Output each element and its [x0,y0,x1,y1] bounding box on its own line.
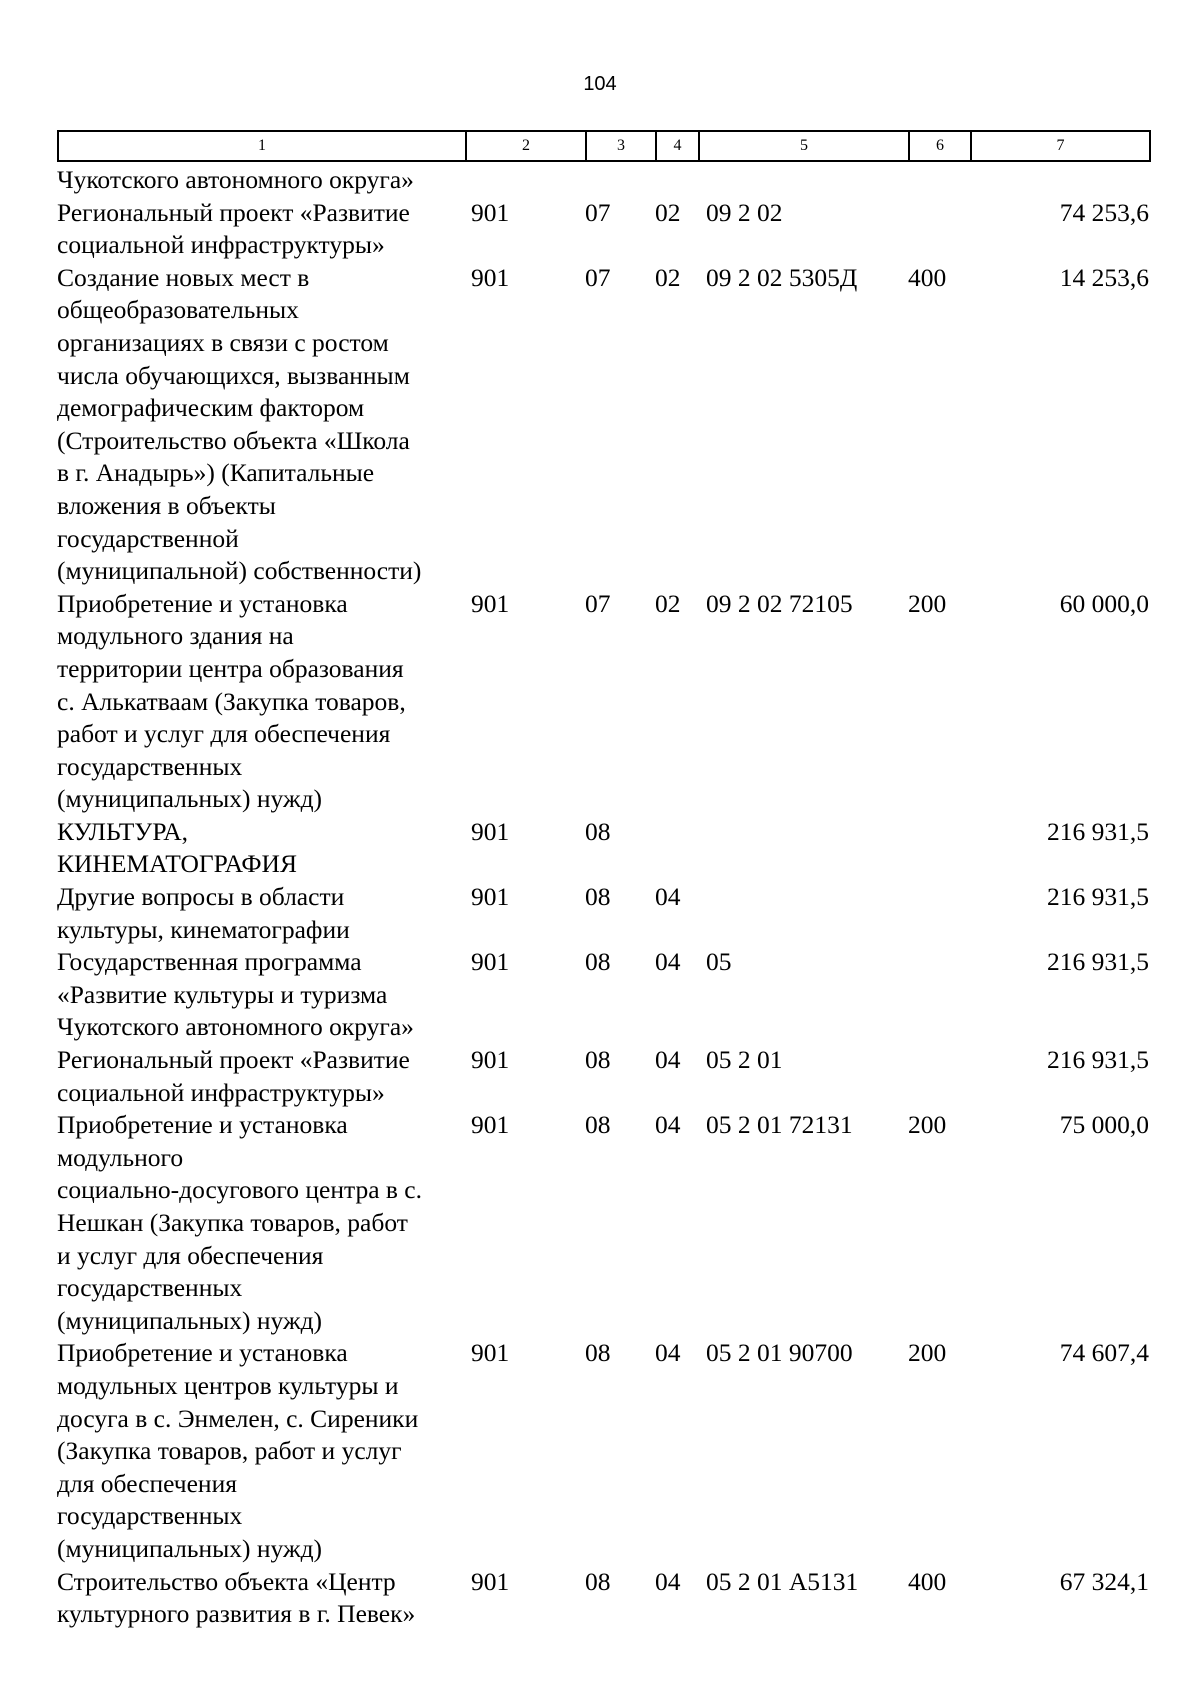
header-col-7: 7 [971,131,1150,161]
column-number-header [57,130,1151,162]
row-subsection: 02 [655,262,681,292]
row-section: 08 [585,816,611,846]
table-row [57,1337,1149,1565]
row-name: Чукотского автономного округа» [57,165,414,194]
row-expense-type: 400 [908,1566,947,1596]
row-name: Приобретение и установка модульных центров культуры и досуга в с. Энмелен, с. Сиреники (Закупка товаров, работ и услуг для обеспечения государственных (муниципальных) нужд) [57,1338,419,1563]
row-amount: 67 324,1 [1059,1566,1149,1596]
row-subsection: 04 [655,947,681,977]
row-subsection [655,164,698,197]
row-name: Государственная программа «Развитие культуры и туризма Чукотского автономного округа» [57,947,414,1042]
row-amount: 60 000,0 [1059,588,1149,618]
table-row [57,816,1149,881]
row-subsection: 04 [655,1566,681,1596]
row-section: 07 [585,197,611,227]
table-row [57,881,1149,946]
header-col-6: 6 [909,131,971,161]
row-ministry-code: 901 [471,1338,510,1368]
row-expense-type: 200 [908,1338,947,1368]
row-name: Другие вопросы в области культуры, кинематографии [57,882,350,944]
row-amount: 75 000,0 [1059,1110,1149,1140]
row-ministry-code: 901 [471,197,510,227]
row-section: 08 [585,882,611,912]
row-section: 08 [585,1338,611,1368]
row-target-article: 05 2 01 А5131 [706,1566,859,1596]
header-col-3: 3 [586,131,656,161]
row-expense-type: 400 [908,262,947,292]
row-amount: 216 931,5 [1047,882,1149,912]
row-target-article: 09 2 02 5305Д [706,262,858,292]
row-section: 07 [585,588,611,618]
row-ministry-code: 901 [471,816,510,846]
header-col-4: 4 [656,131,699,161]
row-subsection: 04 [655,1045,681,1075]
page-number: 104 [583,73,617,95]
row-ministry-code: 901 [471,882,510,912]
row-amount: 216 931,5 [1047,816,1149,846]
row-name: Создание новых мест в общеобразовательных организациях в связи с ростом числа обучающихся, вызванным демографическим фактором (Строительство объекта «Школа в г. Анадырь») (Капитальные вложения в объекты государственной (муниципальной) собственности) [57,262,422,586]
row-subsection: 02 [655,197,681,227]
row-ministry-code: 901 [471,1566,510,1596]
row-expense-type [908,881,970,946]
table-row [57,164,1149,197]
row-ministry-code: 901 [471,588,510,618]
row-amount: 216 931,5 [1047,947,1149,977]
row-ministry-code [465,164,585,197]
row-target-article: 05 2 01 72131 [706,1110,853,1140]
row-target-article: 05 2 01 [706,1045,783,1075]
row-name: Приобретение и установка модульного социально-досугового центра в с. Нешкан (Закупка товаров, работ и услуг для обеспечения государственных (муниципальных) нужд) [57,1110,422,1335]
row-amount: 14 253,6 [1059,262,1149,292]
header-row [58,131,1150,161]
row-expense-type [908,197,970,262]
table-row [57,946,1149,1044]
table-row [57,1566,1149,1631]
row-ministry-code: 901 [471,1045,510,1075]
table-row [57,1109,1149,1337]
row-ministry-code: 901 [471,947,510,977]
row-expense-type [908,1044,970,1109]
row-target-article [698,816,908,881]
row-subsection [655,816,698,881]
row-expense-type [908,164,970,197]
row-subsection: 04 [655,882,681,912]
row-name: Приобретение и установка модульного здания на территории центра образования с. Алькатваам (Закупка товаров, работ и услуг для обеспечения государственных (муниципальных) нужд) [57,588,406,814]
row-subsection: 02 [655,588,681,618]
row-subsection: 04 [655,1338,681,1368]
row-ministry-code: 901 [471,262,510,292]
row-amount: 216 931,5 [1047,1045,1149,1075]
header-col-1: 1 [58,131,466,161]
row-section: 08 [585,1110,611,1140]
row-section: 08 [585,1566,611,1596]
row-ministry-code: 901 [471,1110,510,1140]
row-subsection: 04 [655,1110,681,1140]
header-col-2: 2 [466,131,586,161]
header-col-5: 5 [699,131,909,161]
row-expense-type [908,946,970,1044]
row-amount: 74 253,6 [1059,197,1149,227]
table-row [57,1044,1149,1109]
row-name: Региональный проект «Развитие социальной инфраструктуры» [57,1045,410,1107]
row-name: Строительство объекта «Центр культурного развития в г. Певек» [57,1566,416,1629]
table-row [57,197,1149,262]
row-target-article [698,164,908,197]
table-row [57,262,1149,588]
row-target-article: 09 2 02 [706,197,783,227]
budget-table-body [57,164,1149,1631]
row-section [585,164,655,197]
row-amount: 74 607,4 [1059,1338,1149,1368]
row-target-article: 09 2 02 72105 [706,588,853,618]
row-target-article [698,881,908,946]
row-expense-type: 200 [908,588,947,618]
row-name: КУЛЬТУРА, КИНЕМАТОГРАФИЯ [57,816,297,879]
row-name: Региональный проект «Развитие социальной инфраструктуры» [57,197,410,260]
row-section: 07 [585,262,611,292]
table-row [57,588,1149,816]
row-expense-type: 200 [908,1110,947,1140]
row-target-article: 05 [706,947,732,977]
row-section: 08 [585,947,611,977]
row-section: 08 [585,1045,611,1075]
row-expense-type [908,816,970,881]
row-amount [970,164,1149,197]
row-target-article: 05 2 01 90700 [706,1338,853,1368]
